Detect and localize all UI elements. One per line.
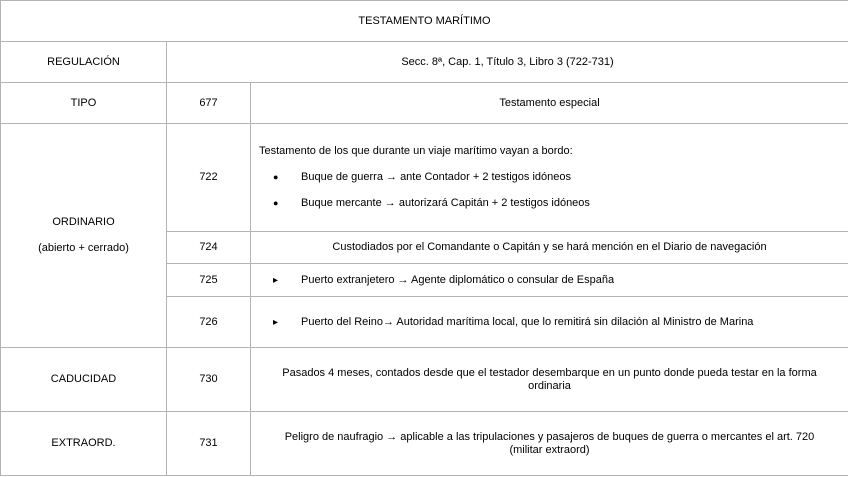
bullet-buque-mercante: ● Buque mercante → autorizará Capitán + 2 testigos idóneos [259,197,842,210]
regulacion-value: Secc. 8ª, Cap. 1, Título 3, Libro 3 (722-731) [167,42,848,83]
extraord-line-2: (militar extraord) [509,443,590,456]
extraord-line-1: Peligro de naufragio → aplicable a las tripulaciones y pasajeros de buques de guerra o mercantes el art. 720 [284,430,815,443]
caducidad-row [1,348,848,412]
article-726-content [251,297,848,348]
regulacion-row [1,42,848,83]
ordinario-label: ORDINARIO [52,216,115,228]
article-724-text: Custodiados por el Comandante o Capitán y se hará mención en el Diario de navegación [251,232,848,264]
article-722-intro: Testamento de los que durante un viaje marítimo vayan a bordo: [259,145,573,157]
caducidad-label: CADUCIDAD [1,348,167,412]
article-722-row [1,124,848,232]
ordinario-sublabel: (abierto + cerrado) [38,242,129,254]
regulacion-label: REGULACIÓN [1,42,167,83]
article-722-number: 722 [167,124,251,232]
tipo-article: 677 [167,83,251,124]
article-724-number: 724 [167,232,251,264]
extraord-text [251,412,848,476]
tipo-label: TIPO [1,83,167,124]
caducidad-article: 730 [167,348,251,412]
extraord-label: EXTRAORD. [1,412,167,476]
table-title: TESTAMENTO MARÍTIMO [1,1,848,42]
caducidad-line-2: ordinaria [528,379,571,392]
article-725-content [251,264,848,297]
title-row [1,1,848,42]
extraord-article: 731 [167,412,251,476]
extraord-row [1,412,848,476]
tipo-row [1,83,848,124]
caducidad-line-1: Pasados 4 meses, contados desde que el testador desembarque en un punto donde pueda testar en la forma [282,366,817,379]
caducidad-text [251,348,848,412]
article-722-bullet-list [259,171,842,210]
article-726-text: ▸ Puerto del Reino→ Autoridad marítima local, que lo remitirá sin dilación al Ministro de Marina [259,316,842,329]
article-725-text: ▸ Puerto extranjetero → Agente diplomático o consular de España [259,274,842,287]
article-726-number: 726 [167,297,251,348]
article-722-content [251,124,848,232]
tipo-value: Testamento especial [251,83,848,124]
bullet-buque-guerra: ● Buque de guerra → ante Contador + 2 testigos idóneos [259,171,842,184]
article-725-number: 725 [167,264,251,297]
ordinario-cell [1,124,167,348]
